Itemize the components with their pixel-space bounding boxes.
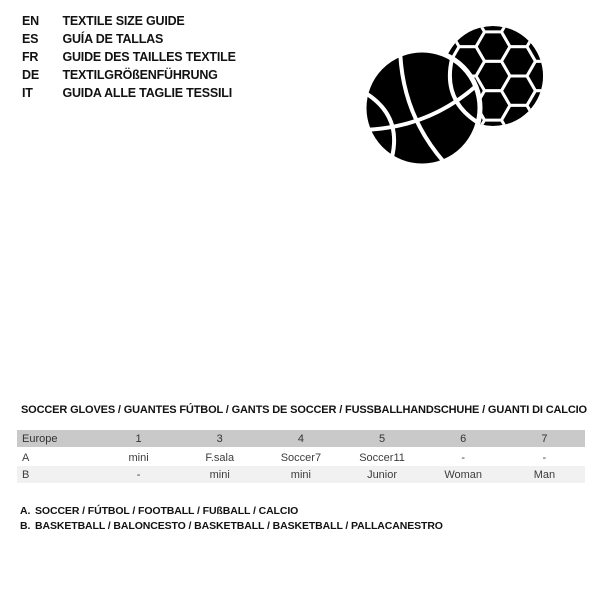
cell: - xyxy=(542,451,547,464)
table-title: SOCCER GLOVES / GUANTES FÚTBOL / GANTS DE SOCCER / FUSSBALLHANDSCHUHE / GUANTI DI CALCIO xyxy=(21,404,587,416)
language-row-es xyxy=(22,30,236,48)
header-cell-4: 4 xyxy=(260,430,341,448)
cell: Man xyxy=(533,468,556,481)
sports-balls-illustration xyxy=(356,14,548,172)
row-label: A xyxy=(22,451,30,464)
cell: Junior xyxy=(367,468,398,481)
size-table xyxy=(17,430,585,483)
language-code: FR xyxy=(22,50,39,64)
footnote-label: B. xyxy=(20,519,31,532)
language-title: GUIDE DES TAILLES TEXTILE xyxy=(62,50,236,64)
cell: mini xyxy=(290,468,311,481)
language-row-en xyxy=(22,12,236,30)
language-title: TEXTILGRÖßENFÜHRUNG xyxy=(62,68,218,82)
header-cell-3: 3 xyxy=(179,430,260,448)
footnote-text: SOCCER / FÚTBOL / FOOTBALL / FUßBALL / CALCIO xyxy=(35,505,299,517)
header-cell-7: 7 xyxy=(504,430,585,448)
footnotes xyxy=(20,504,443,533)
language-title: GUIDA ALLE TAGLIE TESSILI xyxy=(62,86,232,100)
cell: - xyxy=(136,468,141,481)
language-code: EN xyxy=(22,14,39,28)
footnote-text: BASKETBALL / BALONCESTO / BASKETBALL / BASKETBALL / PALLACANESTRO xyxy=(35,519,443,532)
cell: Soccer11 xyxy=(359,451,405,464)
cell: mini xyxy=(128,451,149,464)
cell: F.sala xyxy=(205,451,235,464)
header-cell-europe: Europe xyxy=(17,430,98,448)
cell: - xyxy=(461,451,466,464)
footnote-b xyxy=(20,519,443,534)
language-row-it xyxy=(22,84,236,102)
table-row-b xyxy=(17,466,585,483)
footnote-a xyxy=(20,504,443,519)
footnote-label: A. xyxy=(20,505,31,517)
cell: Woman xyxy=(444,468,483,481)
table-header-row xyxy=(17,430,585,448)
language-title-list xyxy=(22,12,236,102)
cell: Soccer7 xyxy=(280,451,322,464)
language-code: IT xyxy=(22,86,33,100)
language-code: DE xyxy=(22,68,39,82)
language-title: TEXTILE SIZE GUIDE xyxy=(62,14,185,28)
header-cell-1: 1 xyxy=(98,430,179,448)
header-cell-6: 6 xyxy=(423,430,504,448)
cell: mini xyxy=(209,468,230,481)
row-label: B xyxy=(22,468,30,481)
language-row-fr xyxy=(22,48,236,66)
language-row-de xyxy=(22,66,236,84)
language-title: GUÍA DE TALLAS xyxy=(62,32,164,46)
language-code: ES xyxy=(22,32,39,46)
table-row-a xyxy=(17,448,585,466)
header-cell-5: 5 xyxy=(341,430,422,448)
